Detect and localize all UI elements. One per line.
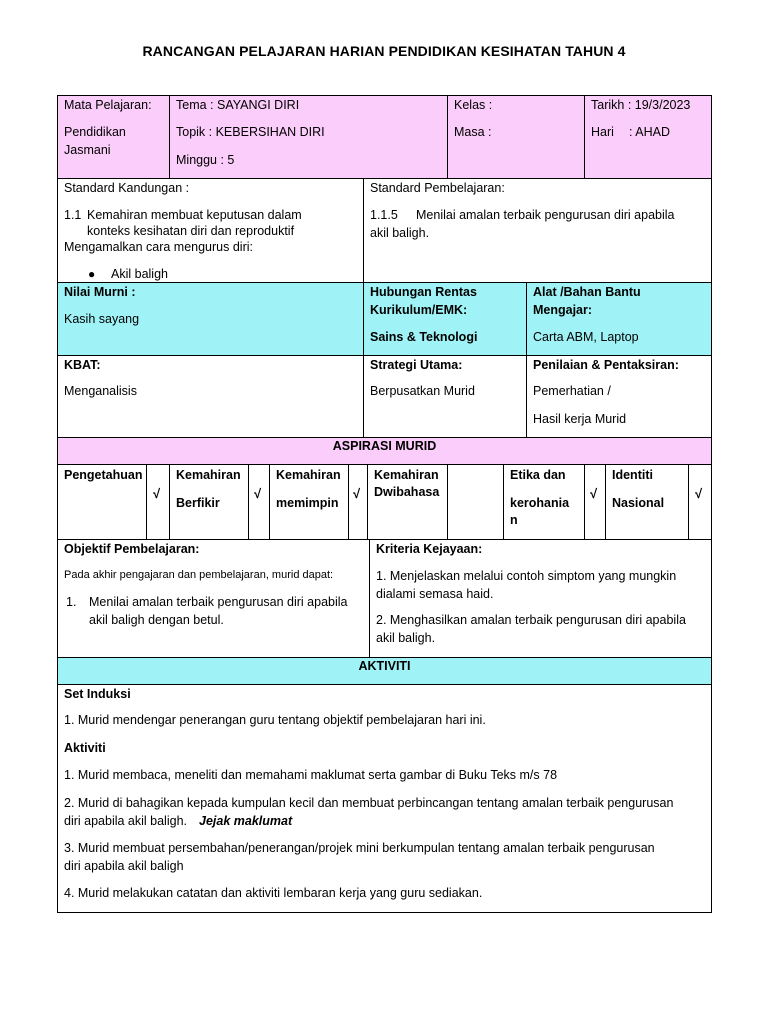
standard-kandungan-number: 1.1 [64,208,82,222]
alat-bahan-value: Carta ABM, Laptop [533,330,639,344]
standard-kandungan-line-2: konteks kesihatan diri dan reproduktif [87,224,295,238]
kriteria-label: Kriteria Kejayaan: [376,542,483,556]
aspirasi-identiti-tick-cell [688,464,712,540]
aspirasi-murid-heading: ASPIRASI MURID [57,437,712,465]
standard-pembelajaran-number: 1.1.5 [370,208,398,222]
nilai-murni-value: Kasih sayang [64,312,140,326]
penilaian-value-1: Pemerhatian / [533,384,611,398]
nilai-murni-label: Nilai Murni : [64,285,136,299]
standard-kandungan-cell [57,178,364,283]
aspirasi-pengetahuan-tick-cell [146,464,170,540]
minggu-text: Minggu : 5 [176,153,235,167]
penilaian-cell [526,355,712,438]
aspirasi-memimpin-tick-cell [348,464,368,540]
induksi-step-1: 1. Murid mendengar penerangan guru tentang objektif pembelajaran hari ini. [64,713,486,727]
mata-pelajaran-cell [57,95,170,179]
aspirasi-dwibahasa-label-1: Kemahiran [374,468,439,482]
tick-mark: √ [353,486,361,501]
aspirasi-identiti-cell [605,464,689,540]
set-induksi-label: Set Induksi [64,687,131,701]
aspirasi-dwibahasa-blank-cell [447,464,504,540]
aktiviti-step-4: 4. Murid melakukan catatan dan aktiviti lembaran kerja yang guru sediakan. [64,886,483,900]
aktiviti-step-3-line-1: 3. Murid membuat persembahan/penerangan/projek mini berkumpulan tentang amalan terbaik pengurusan [64,841,655,855]
aktiviti-heading: AKTIVITI [57,657,712,685]
aspirasi-berfikir-cell [169,464,249,540]
hari-value: : AHAD [629,125,670,139]
tick-mark: √ [153,486,161,501]
hubungan-rentas-label-2: Kurikulum/EMK: [370,303,468,317]
aspirasi-berfikir-tick-cell [248,464,270,540]
bullet-icon: ● [88,267,96,281]
objektif-intro: Pada akhir pengajaran dan pembelajaran, murid dapat: [64,569,334,581]
strategi-utama-value: Berpusatkan Murid [370,384,475,398]
aspirasi-berfikir-label-1: Kemahiran [176,468,241,482]
alat-bahan-cell [526,282,712,356]
aspirasi-memimpin-label-2: memimpin [276,496,339,510]
tick-mark: √ [590,486,598,501]
page-title: RANCANGAN PELAJARAN HARIAN PENDIDIKAN KESIHATAN TAHUN 4 [142,43,626,59]
aktiviti-step-2-emphasis: Jejak maklumat [199,814,293,828]
aspirasi-etika-label-3: n [510,513,518,527]
standard-kandungan-bullet: Akil baligh [111,267,168,281]
standard-pembelajaran-cell [363,178,712,283]
mata-pelajaran-value-1: Pendidikan [64,125,126,139]
aspirasi-identiti-label-1: Identiti [612,468,653,482]
alat-bahan-label-1: Alat /Bahan Bantu [533,285,641,299]
penilaian-label: Penilaian & Pentaksiran: [533,358,679,372]
aktiviti-step-2-line-2: diri apabila akil baligh. [64,814,187,828]
kriteria-1-line-1: 1. Menjelaskan melalui contoh simptom yang mungkin [376,569,677,583]
tarikh-cell [584,95,712,179]
tick-mark: √ [695,486,703,501]
kbat-label: KBAT: [64,358,101,372]
masa-text: Masa : [454,125,492,139]
objektif-line-2: akil baligh dengan betul. [89,613,224,627]
standard-pembelajaran-line-1: Menilai amalan terbaik pengurusan diri apabila [416,208,675,222]
tarikh-text: Tarikh : 19/3/2023 [591,98,691,112]
standard-kandungan-line-1: Kemahiran membuat keputusan dalam [87,208,302,222]
hari-label: Hari [591,125,614,139]
aktiviti-body [57,684,712,913]
aspirasi-dwibahasa-label-2: Dwibahasa [374,485,440,499]
tema-text: Tema : SAYANGI DIRI [176,98,300,112]
aktiviti-label: Aktiviti [64,741,106,755]
strategi-utama-cell [363,355,527,438]
kriteria-2-line-1: 2. Menghasilkan amalan terbaik pengurusan diri apabila [376,613,686,627]
hubungan-rentas-label-1: Hubungan Rentas [370,285,477,299]
aspirasi-etika-tick-cell [584,464,606,540]
standard-kandungan-line-3: Mengamalkan cara mengurus diri: [64,240,253,254]
penilaian-value-2: Hasil kerja Murid [533,412,627,426]
aktiviti-step-1: 1. Murid membaca, meneliti dan memahami maklumat serta gambar di Buku Teks m/s 78 [64,768,558,782]
aspirasi-etika-cell [503,464,585,540]
aspirasi-etika-label-2: kerohania [510,496,570,510]
standard-pembelajaran-line-2: akil baligh. [370,226,430,240]
aktiviti-step-2-line-1: 2. Murid di bahagikan kepada kumpulan kecil dan membuat perbincangan tentang amalan terbaik pengurusan [64,796,674,810]
nilai-murni-cell [57,282,364,356]
aspirasi-pengetahuan-cell [57,464,147,540]
hubungan-rentas-value: Sains & Teknologi [370,330,478,344]
kbat-value: Menganalisis [64,384,137,398]
objektif-label: Objektif Pembelajaran: [64,542,200,556]
aspirasi-berfikir-label-2: Berfikir [176,496,220,510]
hubungan-rentas-cell [363,282,527,356]
kelas-cell [447,95,585,179]
topik-text: Topik : KEBERSIHAN DIRI [176,125,325,139]
kelas-text: Kelas : [454,98,493,112]
aspirasi-memimpin-cell [269,464,349,540]
aktiviti-step-3-line-2: diri apabila akil baligh [64,859,184,873]
mata-pelajaran-label: Mata Pelajaran: [64,98,152,112]
aspirasi-memimpin-label-1: Kemahiran [276,468,341,482]
objektif-line-1: Menilai amalan terbaik pengurusan diri apabila [89,595,348,609]
aspirasi-pengetahuan-label: Pengetahuan [64,468,143,482]
kriteria-cell [369,539,712,658]
aspirasi-identiti-label-2: Nasional [612,496,665,510]
tick-mark: √ [254,486,262,501]
aspirasi-dwibahasa-cell [367,464,448,540]
objektif-cell [57,539,370,658]
objektif-number: 1. [66,595,77,609]
kriteria-2-line-2: akil baligh. [376,631,436,645]
kriteria-1-line-2: dialami semasa haid. [376,587,494,601]
aspirasi-etika-label-1: Etika dan [510,468,566,482]
mata-pelajaran-value-2: Jasmani [64,143,111,157]
standard-pembelajaran-label: Standard Pembelajaran: [370,181,505,195]
standard-kandungan-label: Standard Kandungan : [64,181,190,195]
strategi-utama-label: Strategi Utama: [370,358,463,372]
alat-bahan-label-2: Mengajar: [533,303,593,317]
kbat-cell [57,355,364,438]
tema-cell [169,95,448,179]
